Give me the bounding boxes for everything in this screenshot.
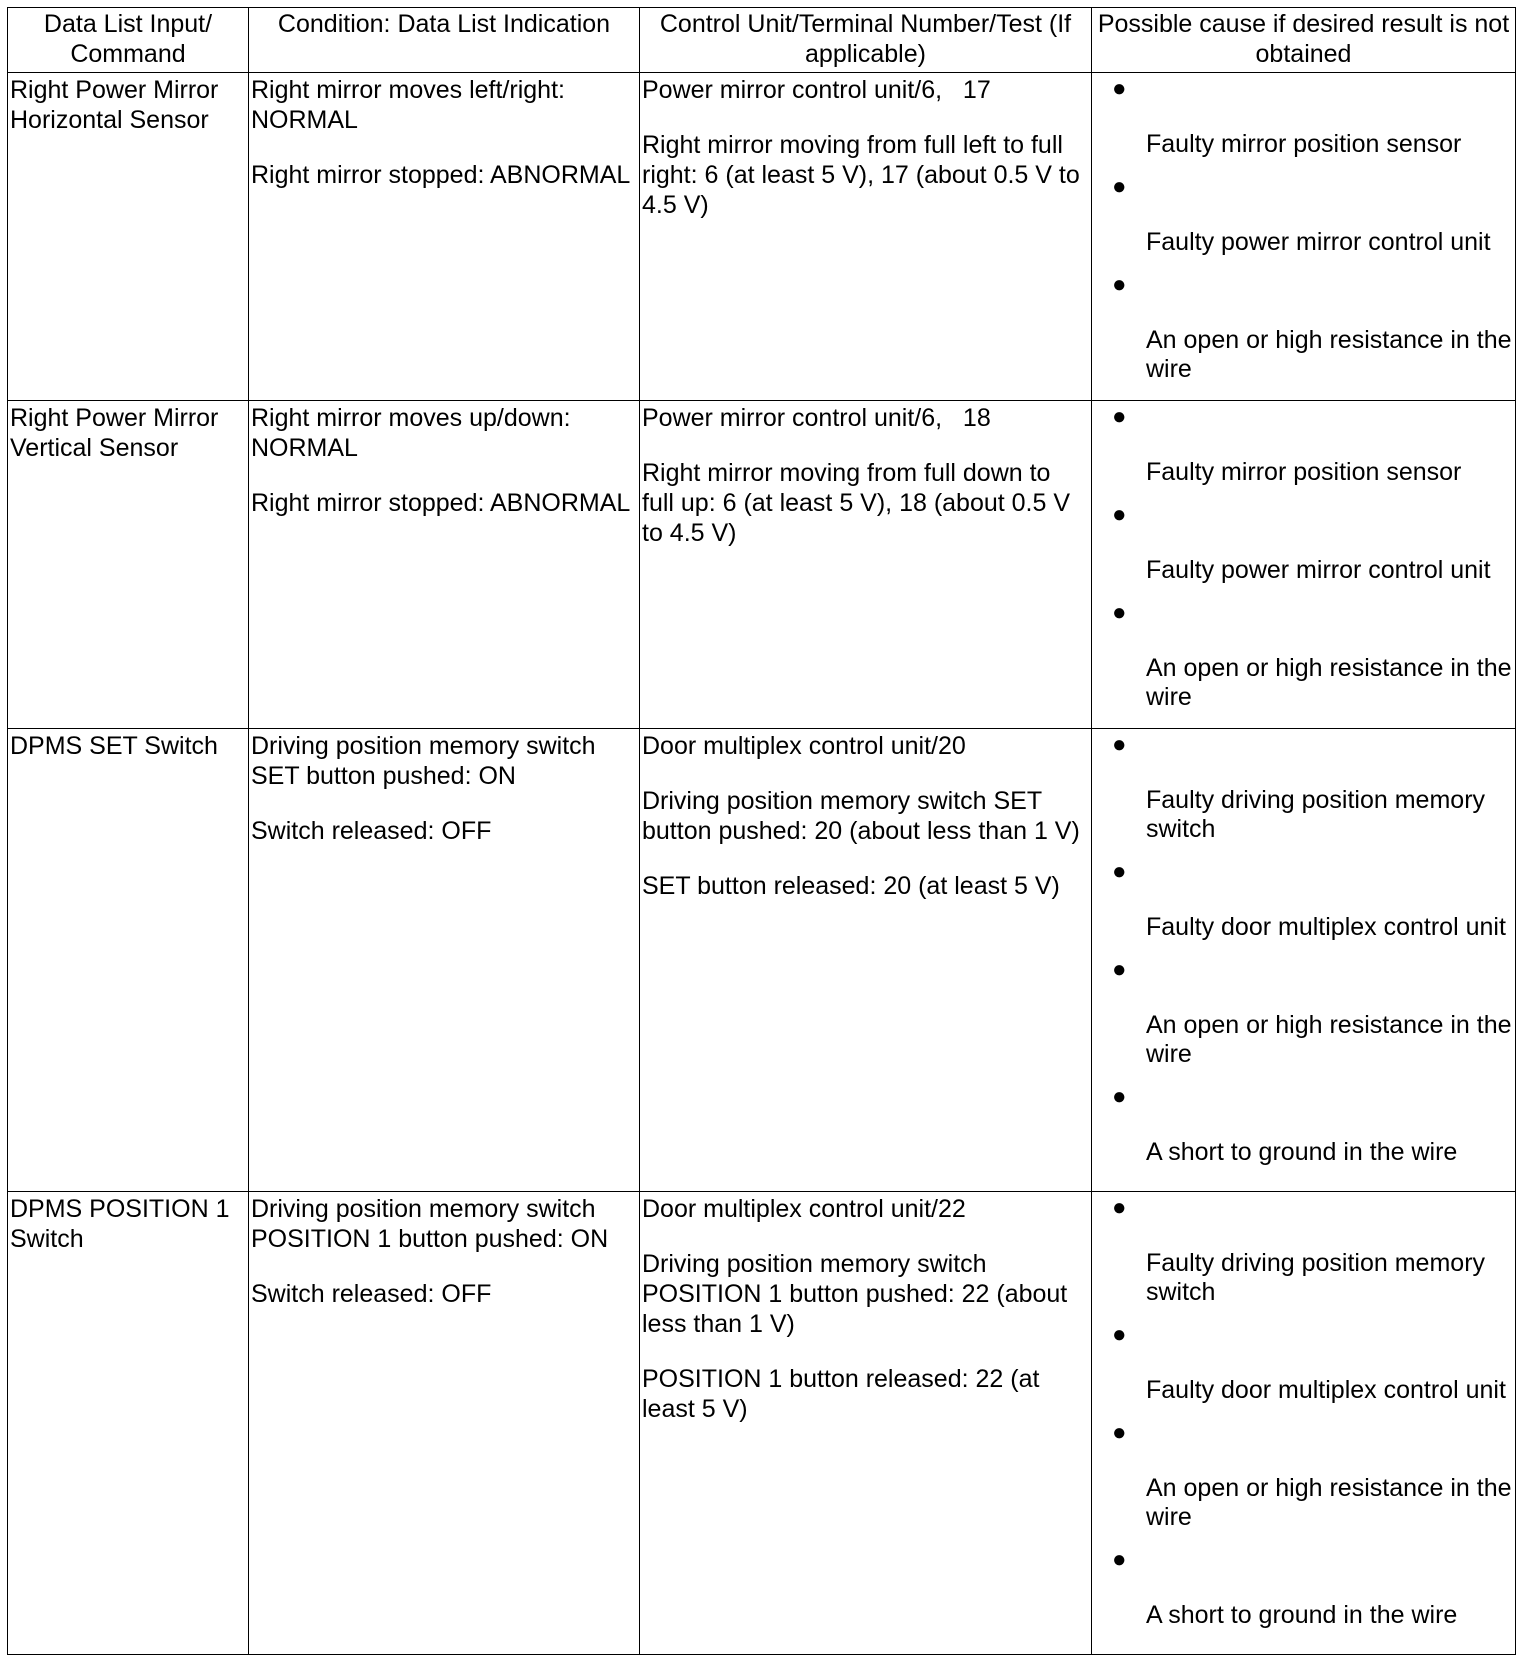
cause-text: Faulty power mirror control unit: [1146, 228, 1491, 256]
cause-text: Faulty driving position memory switch: [1146, 1249, 1486, 1306]
list-item: [1112, 1083, 1515, 1167]
header-cause: Possible cause if desired result is not obtained: [1092, 8, 1516, 73]
bullet-icon: ●: [1112, 1546, 1127, 1573]
cause-text: An open or high resistance in the wire: [1146, 326, 1512, 383]
bullet-icon: ●: [1112, 1194, 1127, 1221]
table-row: [8, 729, 1516, 1192]
header-input: Data List Input/ Command: [8, 8, 249, 73]
cause-list: [1092, 401, 1515, 712]
condition-line: Driving position memory switch POSITION 1 button pushed: ON: [251, 1195, 609, 1253]
control-line: Right mirror moving from full down to full up: 6 (at least 5 V), 18 (about 0.5 V to 4.5 V): [642, 459, 1071, 547]
cause-text: Faulty mirror position sensor: [1146, 458, 1462, 486]
condition-cell: [249, 73, 639, 400]
bullet-icon: ●: [1112, 599, 1127, 626]
condition-line: Right mirror moves up/down: NORMAL: [251, 404, 571, 462]
control-cell: [640, 401, 1091, 728]
list-item: [1112, 599, 1515, 712]
list-item: [1112, 75, 1515, 159]
header-control: Control Unit/Terminal Number/Test (If applicable): [640, 8, 1092, 73]
control-line: Power mirror control unit/6, 17: [642, 76, 991, 104]
list-item: [1112, 1194, 1515, 1307]
condition-line: Driving position memory switch SET button pushed: ON: [251, 732, 596, 790]
control-line: POSITION 1 button released: 22 (at least 5 V): [642, 1365, 1040, 1423]
condition-line: Right mirror stopped: ABNORMAL: [251, 161, 631, 189]
bullet-icon: ●: [1112, 75, 1127, 102]
list-item: [1112, 403, 1515, 487]
control-line: Right mirror moving from full left to full right: 6 (at least 5 V), 17 (about 0.5 V to 4.5 V): [642, 131, 1080, 219]
control-line: Driving position memory switch SET button pushed: 20 (about less than 1 V): [642, 787, 1080, 845]
input-cell: DPMS SET Switch: [10, 732, 218, 760]
control-line: Door multiplex control unit/20: [642, 732, 966, 760]
cause-text: A short to ground in the wire: [1146, 1601, 1458, 1629]
bullet-icon: ●: [1112, 173, 1127, 200]
list-item: [1112, 501, 1515, 585]
cause-text: Faulty driving position memory switch: [1146, 786, 1486, 843]
cause-text: An open or high resistance in the wire: [1146, 1474, 1512, 1531]
cause-list: [1092, 73, 1515, 384]
input-cell: Right Power Mirror Horizontal Sensor: [10, 76, 219, 134]
cause-text: An open or high resistance in the wire: [1146, 654, 1512, 711]
cause-text: A short to ground in the wire: [1146, 1138, 1458, 1166]
bullet-icon: ●: [1112, 858, 1127, 885]
condition-cell: [249, 401, 639, 728]
list-item: [1112, 271, 1515, 384]
bullet-icon: ●: [1112, 271, 1127, 298]
header-row: [8, 8, 1516, 73]
list-item: [1112, 1419, 1515, 1532]
cause-list: [1092, 729, 1515, 1167]
bullet-icon: ●: [1112, 1419, 1127, 1446]
list-item: [1112, 1546, 1515, 1630]
condition-line: Switch released: OFF: [251, 817, 492, 845]
list-item: [1112, 1321, 1515, 1405]
cause-text: Faulty mirror position sensor: [1146, 130, 1462, 158]
list-item: [1112, 731, 1515, 844]
condition-line: Switch released: OFF: [251, 1280, 492, 1308]
table-row: [8, 401, 1516, 729]
list-item: [1112, 173, 1515, 257]
list-item: [1112, 956, 1515, 1069]
table-row: [8, 73, 1516, 401]
list-item: [1112, 858, 1515, 942]
control-cell: [640, 73, 1091, 400]
control-line: Driving position memory switch POSITION 1 button pushed: 22 (about less than 1 V): [642, 1250, 1068, 1338]
control-cell: [640, 1192, 1091, 1654]
bullet-icon: ●: [1112, 731, 1127, 758]
cause-text: Faulty power mirror control unit: [1146, 556, 1491, 584]
input-cell: Right Power Mirror Vertical Sensor: [10, 404, 219, 462]
condition-line: Right mirror moves left/right: NORMAL: [251, 76, 565, 134]
control-line: Door multiplex control unit/22: [642, 1195, 966, 1223]
bullet-icon: ●: [1112, 501, 1127, 528]
control-cell: [640, 729, 1091, 1191]
bullet-icon: ●: [1112, 1321, 1127, 1348]
control-line: Power mirror control unit/6, 18: [642, 404, 991, 432]
header-condition: Condition: Data List Indication: [249, 8, 640, 73]
cause-list: [1092, 1192, 1515, 1630]
control-line: SET button released: 20 (at least 5 V): [642, 872, 1060, 900]
condition-cell: [249, 1192, 639, 1654]
bullet-icon: ●: [1112, 1083, 1127, 1110]
cause-text: Faulty door multiplex control unit: [1146, 1376, 1506, 1404]
cause-text: An open or high resistance in the wire: [1146, 1011, 1512, 1068]
cause-text: Faulty door multiplex control unit: [1146, 913, 1506, 941]
condition-cell: [249, 729, 639, 1191]
diagnostic-table: [7, 7, 1516, 1655]
input-cell: DPMS POSITION 1 Switch: [10, 1195, 230, 1253]
table-row: [8, 1192, 1516, 1655]
bullet-icon: ●: [1112, 956, 1127, 983]
bullet-icon: ●: [1112, 403, 1127, 430]
condition-line: Right mirror stopped: ABNORMAL: [251, 489, 631, 517]
